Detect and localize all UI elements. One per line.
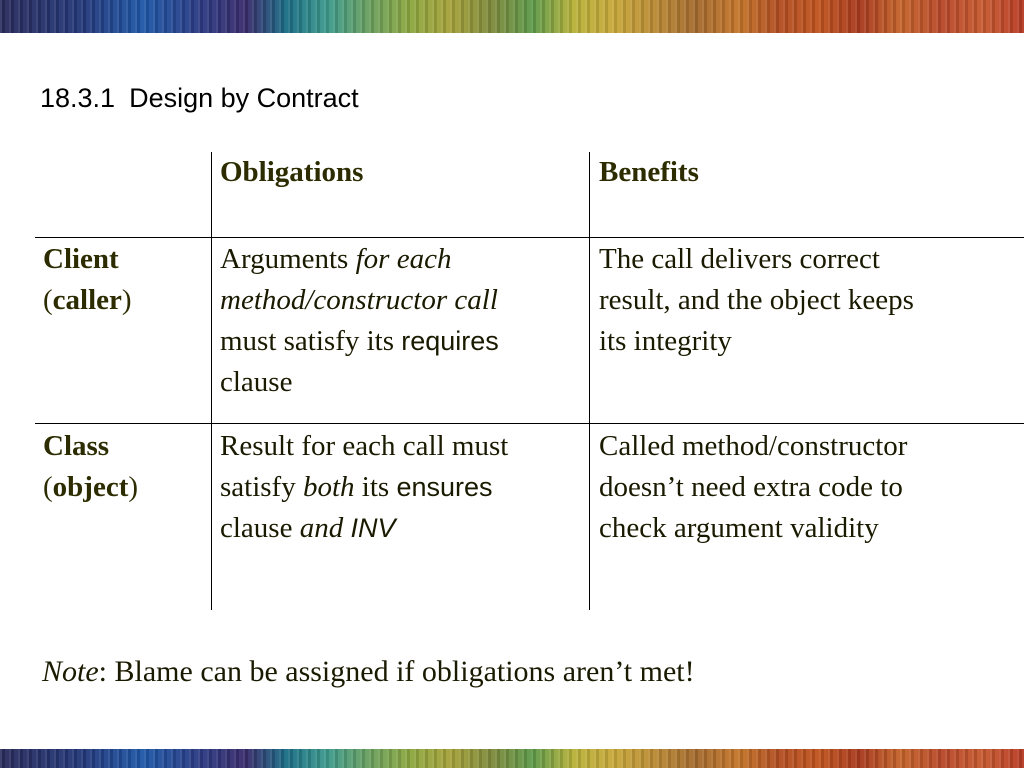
footnote <box>42 652 695 692</box>
title-text: Design by Contract <box>129 83 359 113</box>
top-decorative-band <box>0 0 1024 33</box>
table-divider-horizontal-1 <box>35 237 1024 238</box>
row-label-client <box>43 239 132 321</box>
table-divider-vertical-2 <box>589 152 590 610</box>
note-label: Note <box>42 655 99 688</box>
ensures-keyword: ensures <box>396 472 493 502</box>
row-label-class <box>43 426 138 508</box>
section-number: 18.3.1 <box>40 83 116 113</box>
row-label-class-line1: Class <box>43 430 110 462</box>
table-divider-horizontal-2 <box>35 423 1024 424</box>
inv-keyword: INV <box>350 513 396 543</box>
slide-title <box>40 80 359 116</box>
header-obligations: Obligations <box>220 156 364 188</box>
bottom-decorative-band <box>0 749 1024 768</box>
row-label-client-line1: Client <box>43 243 119 275</box>
requires-keyword: requires <box>401 326 499 356</box>
row-label-class-line2: (object) <box>43 471 139 503</box>
client-obligation: Arguments for each method/constructor call must satisfy its requires clause <box>220 243 499 398</box>
client-benefit: The call delivers correct result, and the object keeps its integrity <box>599 243 914 357</box>
table-divider-vertical-1 <box>211 152 212 610</box>
header-benefits: Benefits <box>599 156 699 188</box>
row-label-client-line2: (caller) <box>43 284 132 316</box>
class-benefit: Called method/constructor doesn’t need extra code to check argument validity <box>599 430 908 544</box>
note-text: : Blame can be assigned if obligations aren’t met! <box>98 655 695 688</box>
class-obligation: Result for each call must satisfy both its ensures clause and INV <box>220 430 509 544</box>
